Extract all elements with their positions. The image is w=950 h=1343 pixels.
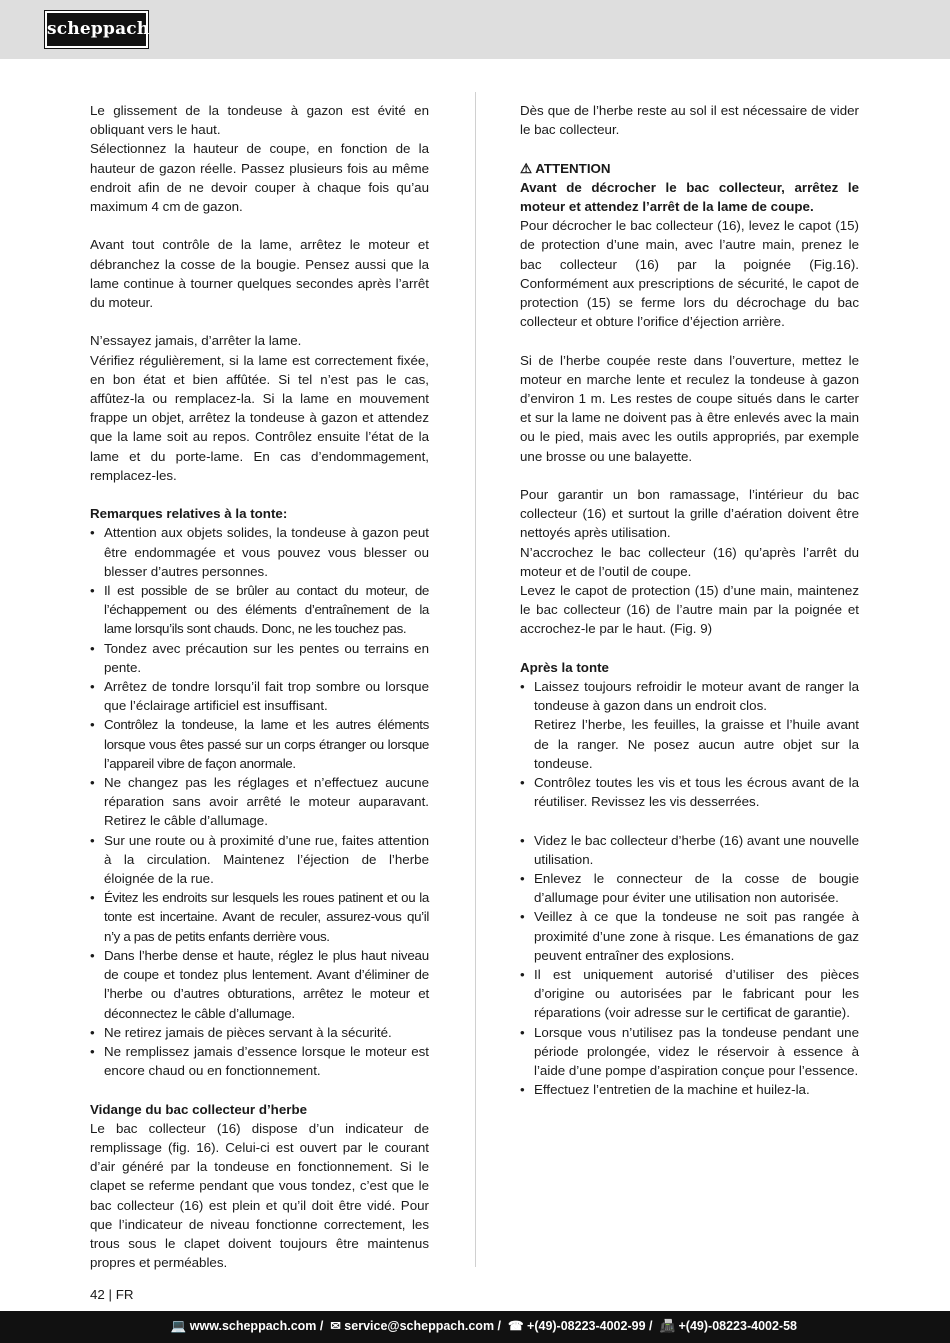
separator: / <box>316 1319 327 1333</box>
right-column <box>520 101 859 1099</box>
list-item-text: • Laissez toujours refroidir le moteur avant de ranger la tondeuse à gazon dans un endroit clos. <box>534 679 859 714</box>
list-item: • Il est uniquement autorisé d’utiliser des pièces d’origine ou autorisées par le fabricant pour les réparations (voir adresse sur le certificat de garantie). <box>520 965 859 1023</box>
footer-phone: +(49)-08223-4002-99 <box>527 1319 646 1333</box>
paragraph: Le glissement de la tondeuse à gazon est évité en obliquant vers le haut. <box>90 103 429 138</box>
scheppach-logo: scheppach <box>45 11 148 48</box>
fax-icon: 📠 <box>659 1319 676 1333</box>
list-item-text: Retirez l’herbe, les feuilles, la graisse et l’huile avant de la ranger. Ne posez aucun autre objet sur la tondeuse. <box>534 717 859 771</box>
computer-icon: 💻 <box>170 1319 187 1333</box>
paragraph: Si de l’herbe coupée reste dans l’ouverture, mettez le moteur en marche lente et reculez la tondeuse à gazon d’environ 1 m. Les restes de coupe situés dans le carter et sur la lame ne doivent pas à être enlevés avec la main ou le pied, mais avec les outils appropriés, par exemple une brosse ou une balayette. <box>520 352 859 464</box>
mail-icon: ✉ <box>330 1319 341 1333</box>
page-header <box>0 0 950 59</box>
list-item: • Dans l’herbe dense et haute, réglez le plus haut niveau de coupe et tondez plus lentement. Avant d’éliminer de l’herbe ou d’autres obturations, arrêtez le moteur et déconnectez le câble d’allumage. <box>90 946 429 1023</box>
column-divider <box>475 92 476 1267</box>
separator: / <box>645 1319 656 1333</box>
footer-fax: +(49)-08223-4002-58 <box>678 1319 797 1333</box>
left-column <box>90 101 429 1272</box>
list-item: • Contrôlez toutes les vis et tous les écrous avant de la réutiliser. Revissez les vis desserrées. <box>520 773 859 811</box>
list-item: • Effectuez l’entretien de la machine et huilez-la. <box>520 1080 859 1099</box>
footer-email[interactable]: service@scheppach.com <box>344 1319 495 1333</box>
paragraph: Pour garantir un bon ramassage, l’intérieur du bac collecteur (16) et surtout la grille d’aération doivent être nettoyés après utilisation. <box>520 487 859 541</box>
paragraph: Pour décrocher le bac collecteur (16), levez le capot (15) de protection d’une main, avec l’autre main, prenez le bac collecteur (16) par la poignée (Fig.16). Conformément aux prescriptions de sécurité, le capot de protection (15) se ferme lors du décrochage du bac collecteur et obture l’orifice d’éjection arrière. <box>520 218 859 330</box>
list-item: • Lorsque vous n’utilisez pas la tondeuse pendant une période prolongée, videz le réservoir à essence à l’aide d’une pompe d’aspiration conçue pour l’essence. <box>520 1023 859 1081</box>
list-item: • Contrôlez la tondeuse, la lame et les autres éléments lorsque vous êtes passé sur un corps étranger ou lorsque l’appareil vibre de façon anormale. <box>90 715 429 773</box>
paragraph: N’accrochez le bac collecteur (16) qu’après l’arrêt du moteur et de l’outil de coupe. <box>520 544 859 579</box>
list-item <box>520 677 859 773</box>
separator: / <box>494 1319 505 1333</box>
section-heading: Vidange du bac collecteur d’herbe <box>90 1101 308 1117</box>
paragraph: Sélectionnez la hauteur de coupe, en fonction de la hauteur de gazon réelle. Passez plusieurs fois au même endroit afin de ne devoir couper à chaque fois qu’au maximum 4 cm de gazon. <box>90 141 429 215</box>
list-item: • Ne changez pas les réglages et n’effectuez aucune réparation sans avoir arrêté le moteur auparavant. Retirez le câble d’allumage. <box>90 773 429 831</box>
paragraph: Levez le capot de protection (15) d’une main, maintenez le bac collecteur (16) de l’autre main par la poignée et accrochez-le par le haut. (Fig. 9) <box>520 583 859 637</box>
attention-label: ATTENTION <box>535 160 611 176</box>
list-item: • Sur une route ou à proximité d’une rue, faites attention à la circulation. Maintenez l’éjection de l’herbe éloignée de la rue. <box>90 831 429 889</box>
paragraph: Dès que de l’herbe reste au sol il est nécessaire de vider le bac collecteur. <box>520 103 859 138</box>
attention-heading <box>520 159 859 178</box>
contact-footer <box>0 1311 950 1343</box>
remarks-list <box>90 523 429 1080</box>
after-mowing-list <box>520 677 859 811</box>
page-number: 42 | FR <box>90 1287 134 1302</box>
paragraph: Avant tout contrôle de la lame, arrêtez le moteur et débranchez la cosse de la bougie. Pensez aussi que la lame continue à tourner quelques secondes après l’arrêt du moteur. <box>90 237 429 311</box>
footer-website[interactable]: www.scheppach.com <box>189 1319 317 1333</box>
list-item: • Ne remplissez jamais d’essence lorsque le moteur est encore chaud ou en fonctionnement. <box>90 1042 429 1080</box>
list-item: • Veillez à ce que la tondeuse ne soit pas rangée à proximité d’une zone à risque. Les émanations de gaz peuvent entraîner des explosions. <box>520 907 859 965</box>
list-item: • Ne retirez jamais de pièces servant à la sécurité. <box>90 1023 429 1042</box>
list-item: • Tondez avec précaution sur les pentes ou terrains en pente. <box>90 639 429 677</box>
attention-bold-text: Avant de décrocher le bac collecteur, arrêtez le moteur et attendez l’arrêt de la lame de coupe. <box>520 179 859 214</box>
list-item: • Attention aux objets solides, la tondeuse à gazon peut être endommagée et vous pouvez vous blesser ou blesser d’autres personnes. <box>90 523 429 581</box>
section-heading: Après la tonte <box>520 659 609 675</box>
list-item: • Arrêtez de tondre lorsqu’il fait trop sombre ou lorsque que l’éclairage artificiel est insuffisant. <box>90 677 429 715</box>
warning-triangle-icon: ⚠ <box>520 160 532 176</box>
list-item: • Il est possible de se brûler au contact du moteur, de l’échappement ou des éléments d’entraînement de la lame lorsqu’ils sont chauds. Donc, ne les touchez pas. <box>90 581 429 639</box>
list-item: • Videz le bac collecteur d’herbe (16) avant une nouvelle utilisation. <box>520 831 859 869</box>
paragraph: N’essayez jamais, d’arrêter la lame. <box>90 333 302 349</box>
list-item: • Évitez les endroits sur lesquels les roues patinent et ou la tonte est incertaine. Avant de reculer, assurez-vous qu’il n’y a pas de petits enfants derrière vous. <box>90 888 429 946</box>
paragraph: Vérifiez régulièrement, si la lame est correctement fixée, en bon état et bien affûtée. Si tel n’est pas le cas, affûtez-la ou remplacez-la. Si la lame en mouvement frappe un objet, arrêtez la tondeuse à gazon et attendez que la lame soit au repos. Contrôlez ensuite l’état de la lame et du porte-lame. En cas d’endommagement, remplacez-les. <box>90 352 429 483</box>
after-mowing-list-2 <box>520 831 859 1100</box>
section-heading: Remarques relatives à la tonte: <box>90 506 288 522</box>
phone-icon: ☎ <box>507 1319 524 1333</box>
list-item: • Enlevez le connecteur de la cosse de bougie d’allumage pour éviter une utilisation non autorisée. <box>520 869 859 907</box>
paragraph: Le bac collecteur (16) dispose d’un indicateur de remplissage (fig. 16). Celui-ci est ouvert par le courant d’air généré par la tondeuse en fonctionnement. Si le clapet se referme pendant que vous tondez, c’est que le bac collecteur (16) est plein et qu’il doit être vidé. Pour que l’indicateur de niveau fonctionne correctement, les trous sous le clapet doivent toujours être maintenus propres et perméables. <box>90 1120 429 1271</box>
